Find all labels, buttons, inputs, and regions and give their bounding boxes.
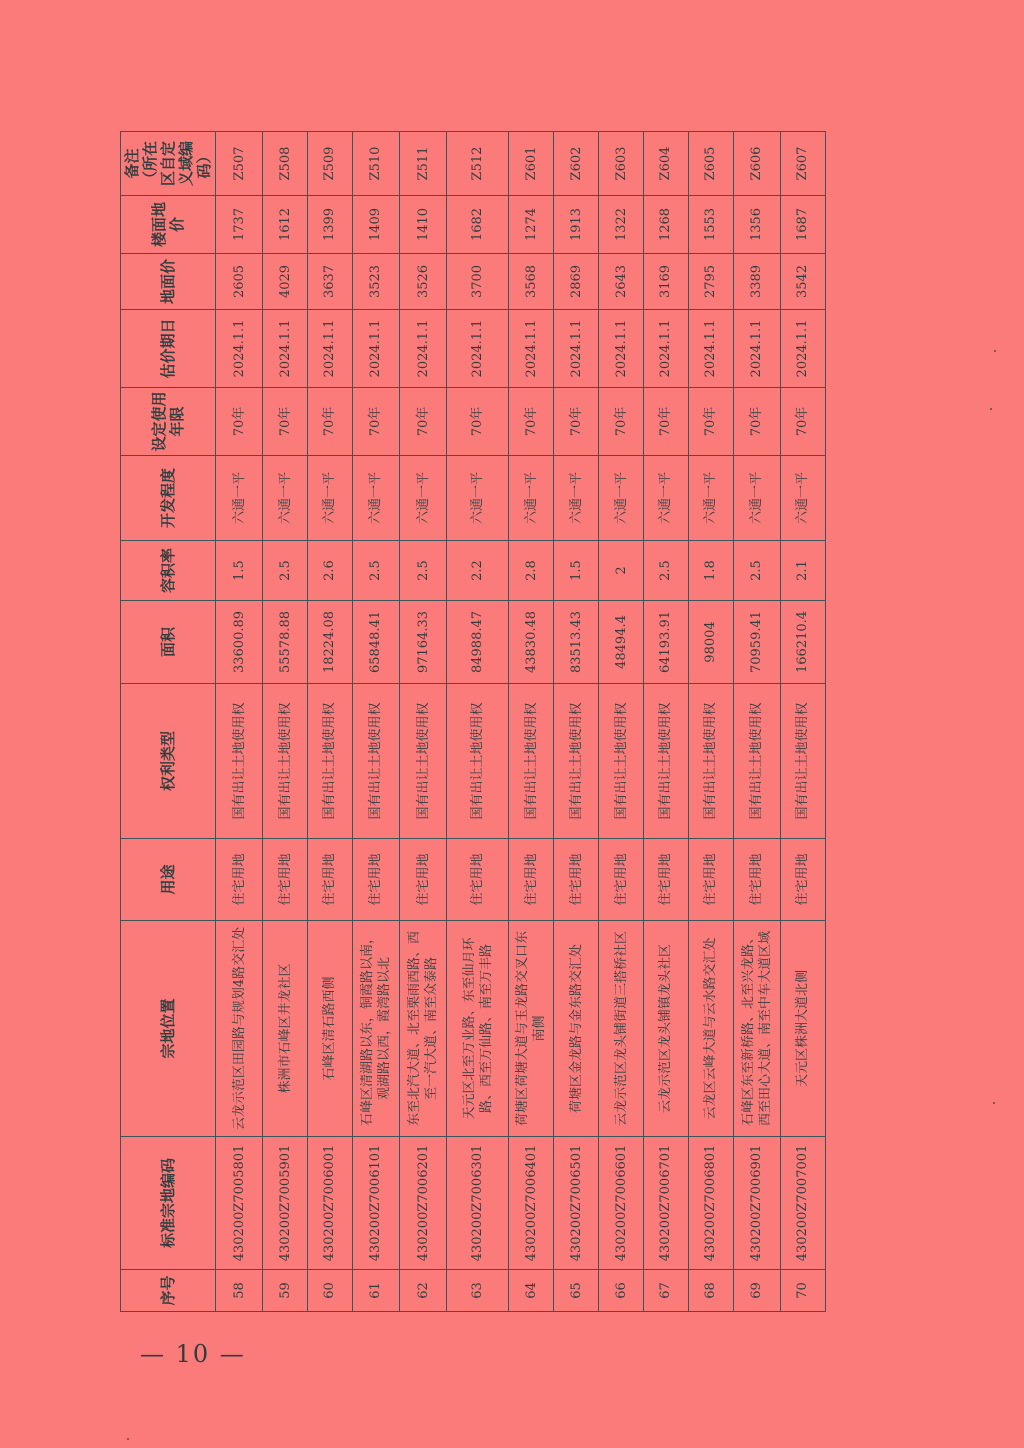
table-cell: 住宅用地 bbox=[780, 839, 825, 921]
table-cell: 2024.1.1 bbox=[780, 310, 825, 388]
table-cell: 1409 bbox=[352, 196, 399, 254]
table-cell: 荷塘区金龙路与金东路交汇处 bbox=[554, 921, 599, 1137]
table-cell: 3523 bbox=[352, 254, 399, 310]
table-cell: 2024.1.1 bbox=[554, 310, 599, 388]
table-cell: 六通一平 bbox=[643, 456, 688, 541]
table-row bbox=[554, 132, 599, 1312]
table-row bbox=[733, 132, 780, 1312]
table-cell: 430200Z7006001 bbox=[308, 1137, 353, 1270]
table-cell: 430200Z7005801 bbox=[216, 1137, 263, 1270]
table-cell: 97164.33 bbox=[400, 601, 447, 684]
table-cell: 4029 bbox=[263, 254, 308, 310]
table-cell: 住宅用地 bbox=[352, 839, 399, 921]
table-cell: 住宅用地 bbox=[509, 839, 554, 921]
table-cell: 2024.1.1 bbox=[352, 310, 399, 388]
table-cell: 3542 bbox=[780, 254, 825, 310]
table-cell: 70年 bbox=[554, 388, 599, 456]
table-cell: 43830.48 bbox=[509, 601, 554, 684]
table-row bbox=[216, 132, 263, 1312]
table-row bbox=[400, 132, 447, 1312]
header-cell: 序号 bbox=[121, 1270, 216, 1312]
table-cell: 430200Z7006301 bbox=[447, 1137, 509, 1270]
table-cell: 67 bbox=[643, 1270, 688, 1312]
table-cell: Z605 bbox=[688, 132, 733, 196]
table-cell: Z602 bbox=[554, 132, 599, 196]
table-cell: 2024.1.1 bbox=[509, 310, 554, 388]
header-cell: 开发程度 bbox=[121, 456, 216, 541]
table-cell: 430200Z7006701 bbox=[643, 1137, 688, 1270]
header-cell: 估价期日 bbox=[121, 310, 216, 388]
table-cell: 住宅用地 bbox=[643, 839, 688, 921]
table-cell: 国有出让土地使用权 bbox=[733, 684, 780, 839]
header-cell: 面积 bbox=[121, 601, 216, 684]
table-cell: 1553 bbox=[688, 196, 733, 254]
table-cell: 65848.41 bbox=[352, 601, 399, 684]
table-cell: 2.1 bbox=[780, 541, 825, 601]
table-cell: 国有出让土地使用权 bbox=[263, 684, 308, 839]
header-cell: 宗地位置 bbox=[121, 921, 216, 1137]
table-cell: 2643 bbox=[599, 254, 644, 310]
table-cell: 2.5 bbox=[400, 541, 447, 601]
table-cell: 3637 bbox=[308, 254, 353, 310]
table-cell: 住宅用地 bbox=[263, 839, 308, 921]
table-cell: 63 bbox=[447, 1270, 509, 1312]
table-cell: 70年 bbox=[447, 388, 509, 456]
table-cell: 六通一平 bbox=[352, 456, 399, 541]
table-row bbox=[447, 132, 509, 1312]
table-cell: 2.5 bbox=[733, 541, 780, 601]
table-cell: 18224.08 bbox=[308, 601, 353, 684]
table-cell: 国有出让土地使用权 bbox=[599, 684, 644, 839]
table-cell: 1.5 bbox=[554, 541, 599, 601]
table-cell: 住宅用地 bbox=[400, 839, 447, 921]
table-cell: 2024.1.1 bbox=[263, 310, 308, 388]
table-cell: 70年 bbox=[400, 388, 447, 456]
table-cell: 70年 bbox=[688, 388, 733, 456]
table-cell: 六通一平 bbox=[688, 456, 733, 541]
table-cell: 1268 bbox=[643, 196, 688, 254]
table-cell: 166210.4 bbox=[780, 601, 825, 684]
table-cell: 云龙区云峰大道与云水路交汇处 bbox=[688, 921, 733, 1137]
table-cell: 六通一平 bbox=[263, 456, 308, 541]
table-cell: Z606 bbox=[733, 132, 780, 196]
table-cell: Z607 bbox=[780, 132, 825, 196]
table-cell: 69 bbox=[733, 1270, 780, 1312]
table-cell: 2.6 bbox=[308, 541, 353, 601]
table-cell: 2.5 bbox=[352, 541, 399, 601]
table-cell: 国有出让土地使用权 bbox=[352, 684, 399, 839]
table-row bbox=[352, 132, 399, 1312]
table-cell: 2795 bbox=[688, 254, 733, 310]
table-cell: Z508 bbox=[263, 132, 308, 196]
table-cell: 2024.1.1 bbox=[400, 310, 447, 388]
header-cell: 标准宗地编码 bbox=[121, 1137, 216, 1270]
table-cell: 68 bbox=[688, 1270, 733, 1312]
table-cell: 1913 bbox=[554, 196, 599, 254]
table-row bbox=[643, 132, 688, 1312]
table-cell: 国有出让土地使用权 bbox=[447, 684, 509, 839]
table-cell: 70年 bbox=[352, 388, 399, 456]
table-cell: 3389 bbox=[733, 254, 780, 310]
scan-speck bbox=[993, 1102, 995, 1104]
table-cell: 70年 bbox=[263, 388, 308, 456]
table-cell: 国有出让土地使用权 bbox=[216, 684, 263, 839]
table-cell: 六通一平 bbox=[509, 456, 554, 541]
table-cell: 2024.1.1 bbox=[447, 310, 509, 388]
table-cell: 70年 bbox=[308, 388, 353, 456]
table-cell: 70年 bbox=[216, 388, 263, 456]
table-cell: 3169 bbox=[643, 254, 688, 310]
table-cell: 70959.41 bbox=[733, 601, 780, 684]
table-cell: 55578.88 bbox=[263, 601, 308, 684]
rotated-table-container bbox=[120, 132, 826, 1312]
table-cell: 2024.1.1 bbox=[308, 310, 353, 388]
table-cell: 66 bbox=[599, 1270, 644, 1312]
page-number: — 10 — bbox=[140, 1340, 246, 1368]
table-cell: 2869 bbox=[554, 254, 599, 310]
table-cell: 2.5 bbox=[643, 541, 688, 601]
table-cell: 70年 bbox=[643, 388, 688, 456]
table-cell: Z511 bbox=[400, 132, 447, 196]
table-row bbox=[780, 132, 825, 1312]
table-cell: 65 bbox=[554, 1270, 599, 1312]
table-cell: 国有出让土地使用权 bbox=[554, 684, 599, 839]
table-cell: 云龙示范区龙头铺街道三搭桥社区 bbox=[599, 921, 644, 1137]
table-cell: 六通一平 bbox=[400, 456, 447, 541]
table-cell: 六通一平 bbox=[447, 456, 509, 541]
table-cell: Z507 bbox=[216, 132, 263, 196]
table-cell: 1.8 bbox=[688, 541, 733, 601]
table-cell: 1737 bbox=[216, 196, 263, 254]
table-cell: 住宅用地 bbox=[308, 839, 353, 921]
scan-speck bbox=[127, 1438, 129, 1440]
table-cell: 70年 bbox=[780, 388, 825, 456]
table-cell: 58 bbox=[216, 1270, 263, 1312]
header-cell: 用途 bbox=[121, 839, 216, 921]
table-cell: 住宅用地 bbox=[554, 839, 599, 921]
table-cell: 住宅用地 bbox=[216, 839, 263, 921]
table-cell: 1399 bbox=[308, 196, 353, 254]
table-cell: 430200Z7007001 bbox=[780, 1137, 825, 1270]
table-cell: 430200Z7006801 bbox=[688, 1137, 733, 1270]
table-row bbox=[509, 132, 554, 1312]
table-cell: Z512 bbox=[447, 132, 509, 196]
table-cell: 天元区北至万业路、东至仙月环路、西至万仙路、南至万丰路 bbox=[447, 921, 509, 1137]
table-row bbox=[263, 132, 308, 1312]
table-cell: 2.8 bbox=[509, 541, 554, 601]
table-cell: 1274 bbox=[509, 196, 554, 254]
table-cell: 2.5 bbox=[263, 541, 308, 601]
table-cell: 2024.1.1 bbox=[733, 310, 780, 388]
table-cell: 国有出让土地使用权 bbox=[688, 684, 733, 839]
table-row bbox=[688, 132, 733, 1312]
table-cell: 1322 bbox=[599, 196, 644, 254]
table-cell: 62 bbox=[400, 1270, 447, 1312]
table-cell: 430200Z7006901 bbox=[733, 1137, 780, 1270]
table-cell: 1687 bbox=[780, 196, 825, 254]
table-cell: 2.2 bbox=[447, 541, 509, 601]
table-cell: 1682 bbox=[447, 196, 509, 254]
table-cell: Z509 bbox=[308, 132, 353, 196]
land-price-table bbox=[120, 131, 826, 1312]
header-cell: 容积率 bbox=[121, 541, 216, 601]
table-cell: 六通一平 bbox=[216, 456, 263, 541]
table-cell: 东至北汽大道、北至栗雨西路、西至一汽大道、南至众泰路 bbox=[400, 921, 447, 1137]
table-cell: 国有出让土地使用权 bbox=[509, 684, 554, 839]
table-cell: 3700 bbox=[447, 254, 509, 310]
table-row bbox=[599, 132, 644, 1312]
table-cell: 430200Z7006201 bbox=[400, 1137, 447, 1270]
table-cell: 430200Z7006401 bbox=[509, 1137, 554, 1270]
table-cell: 国有出让土地使用权 bbox=[780, 684, 825, 839]
table-cell: 3568 bbox=[509, 254, 554, 310]
table-cell: 98004 bbox=[688, 601, 733, 684]
table-cell: 60 bbox=[308, 1270, 353, 1312]
table-cell: 64193.91 bbox=[643, 601, 688, 684]
table-cell: 天元区株洲大道北侧 bbox=[780, 921, 825, 1137]
header-cell: 设定使用年限 bbox=[121, 388, 216, 456]
table-cell: 住宅用地 bbox=[599, 839, 644, 921]
table-cell: 石峰区清石路西侧 bbox=[308, 921, 353, 1137]
table-cell: 六通一平 bbox=[599, 456, 644, 541]
header-cell: 权利类型 bbox=[121, 684, 216, 839]
table-cell: 2024.1.1 bbox=[688, 310, 733, 388]
table-cell: 石峰区清湖路以东，铜霞路以南，观湖路以西，霞湾路以北 bbox=[352, 921, 399, 1137]
table-cell: 国有出让土地使用权 bbox=[400, 684, 447, 839]
table-cell: 430200Z7006501 bbox=[554, 1137, 599, 1270]
table-cell: 48494.4 bbox=[599, 601, 644, 684]
table-cell: 株洲市石峰区井龙社区 bbox=[263, 921, 308, 1137]
table-cell: 33600.89 bbox=[216, 601, 263, 684]
table-cell: 荷塘区荷塘大道与玉龙路交叉口东南侧 bbox=[509, 921, 554, 1137]
table-cell: 1612 bbox=[263, 196, 308, 254]
table-cell: Z603 bbox=[599, 132, 644, 196]
table-cell: 石峰区东至新桥路、北至兴龙路、西至田心大道、南至中车大道区域 bbox=[733, 921, 780, 1137]
table-cell: 1410 bbox=[400, 196, 447, 254]
table-cell: 六通一平 bbox=[733, 456, 780, 541]
table-cell: 430200Z7006601 bbox=[599, 1137, 644, 1270]
table-cell: 住宅用地 bbox=[447, 839, 509, 921]
table-cell: 1356 bbox=[733, 196, 780, 254]
table-cell: 住宅用地 bbox=[733, 839, 780, 921]
table-cell: 国有出让土地使用权 bbox=[643, 684, 688, 839]
table-cell: 六通一平 bbox=[308, 456, 353, 541]
table-row bbox=[308, 132, 353, 1312]
table-cell: 84988.47 bbox=[447, 601, 509, 684]
header-cell: 备注（所在区自定义域编码） bbox=[121, 132, 216, 196]
table-cell: 2024.1.1 bbox=[216, 310, 263, 388]
table-cell: 六通一平 bbox=[554, 456, 599, 541]
table-cell: 2605 bbox=[216, 254, 263, 310]
table-cell: 2024.1.1 bbox=[599, 310, 644, 388]
table-cell: 3526 bbox=[400, 254, 447, 310]
header-cell: 地面价 bbox=[121, 254, 216, 310]
table-cell: 六通一平 bbox=[780, 456, 825, 541]
scan-speck bbox=[994, 350, 996, 352]
header-row bbox=[121, 132, 216, 1312]
table-body bbox=[216, 132, 826, 1312]
table-cell: 61 bbox=[352, 1270, 399, 1312]
table-cell: 70年 bbox=[509, 388, 554, 456]
table-cell: 70年 bbox=[733, 388, 780, 456]
table-cell: 430200Z7006101 bbox=[352, 1137, 399, 1270]
table-cell: 云龙示范区龙头铺镇龙头社区 bbox=[643, 921, 688, 1137]
table-cell: 住宅用地 bbox=[688, 839, 733, 921]
table-cell: 83513.43 bbox=[554, 601, 599, 684]
table-cell: 64 bbox=[509, 1270, 554, 1312]
scan-speck bbox=[990, 408, 992, 410]
table-cell: 59 bbox=[263, 1270, 308, 1312]
table-cell: 国有出让土地使用权 bbox=[308, 684, 353, 839]
header-cell: 楼面地价 bbox=[121, 196, 216, 254]
table-cell: 云龙示范区田园路与规划4路交汇处 bbox=[216, 921, 263, 1137]
table-cell: 1.5 bbox=[216, 541, 263, 601]
table-cell: 430200Z7005901 bbox=[263, 1137, 308, 1270]
table-cell: Z604 bbox=[643, 132, 688, 196]
table-cell: 2024.1.1 bbox=[643, 310, 688, 388]
table-cell: 70 bbox=[780, 1270, 825, 1312]
table-cell: 70年 bbox=[599, 388, 644, 456]
table-cell: Z601 bbox=[509, 132, 554, 196]
table-cell: Z510 bbox=[352, 132, 399, 196]
table-cell: 2 bbox=[599, 541, 644, 601]
